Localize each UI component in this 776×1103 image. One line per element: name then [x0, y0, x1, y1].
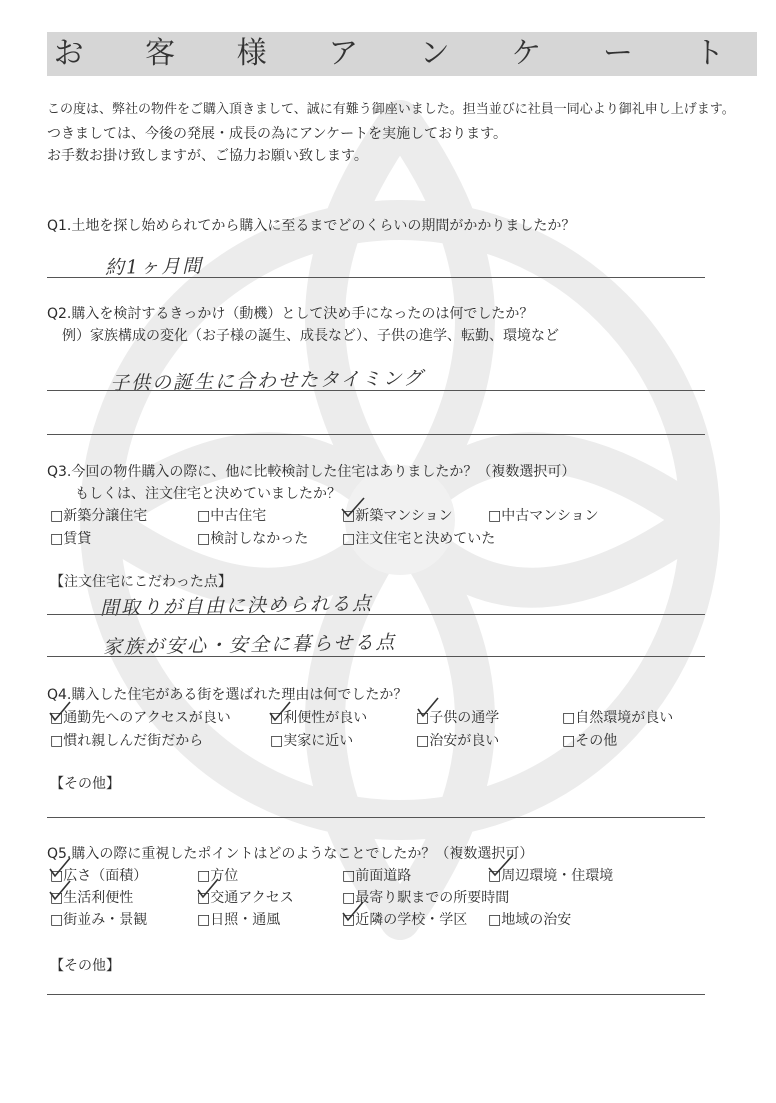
q5-option-sunlight[interactable]: □日照・通風 — [197, 912, 281, 928]
q3-option-new-condo[interactable]: □新築マンション — [342, 508, 453, 524]
q4-option-commute-access[interactable]: □通勤先へのアクセスが良い — [50, 710, 231, 726]
q4-other-line — [47, 817, 705, 818]
q5-option-area-safety[interactable]: □地域の治安 — [488, 912, 572, 928]
q5-question: Q5.購入の際に重視したポイントはどのようなことでしたか？（複数選択可） — [47, 846, 534, 862]
q3-answer-line-1 — [47, 614, 705, 615]
q4-option-nature[interactable]: □自然環境が良い — [562, 710, 674, 726]
intro-line-3: お手数お掛け致しますが、ご協力お願い致します。 — [47, 148, 368, 164]
q3-question-2: もしくは、注文住宅と決めていましたか？ — [75, 486, 341, 502]
q5-school-district-checkmark — [339, 899, 367, 925]
q4-commute-checkmark — [46, 699, 74, 725]
intro-line-1: この度は、弊社の物件をご購入頂きまして、誠に有難う御座いました。担当並びに社員一同心より御礼申し上げます。 — [47, 102, 735, 117]
q5-living-convenience-checkmark — [46, 878, 74, 904]
q4-other-label: 【その他】 — [50, 776, 120, 792]
q5-surroundings-checkmark — [485, 852, 517, 880]
q3-new-condo-checkmark — [338, 495, 368, 521]
q3-option-new-detached[interactable]: □新築分譲住宅 — [50, 508, 148, 524]
q2-question: Q2.購入を検討するきっかけ（動機）として決め手になったのは何でしたか？ — [47, 306, 534, 322]
q4-option-near-parents[interactable]: □実家に近い — [270, 733, 354, 749]
q1-answer-line — [47, 277, 705, 278]
q4-option-familiar-town[interactable]: □慣れ親しんだ街だから — [50, 733, 204, 749]
q4-option-other[interactable]: □その他 — [562, 733, 618, 749]
q2-answer: 子供の誕生に合わせたタイミング — [109, 367, 425, 395]
q3-option-rental[interactable]: □賃貸 — [50, 531, 92, 547]
q5-transport-checkmark — [194, 876, 222, 902]
q5-other-label: 【その他】 — [50, 958, 120, 974]
q3-answer-2: 家族が安心・安全に暮らせる点 — [102, 631, 397, 659]
q3-custom-home-label: 【注文住宅にこだわった点】 — [50, 574, 232, 590]
q3-option-no-consideration[interactable]: □検討しなかった — [197, 531, 309, 547]
q4-school-checkmark — [414, 695, 442, 721]
q5-option-transport-access[interactable]: □交通アクセス — [197, 890, 294, 906]
q5-option-front-road[interactable]: □前面道路 — [342, 868, 412, 884]
q5-option-townscape[interactable]: □街並み・景観 — [50, 912, 148, 928]
q3-option-used-condo[interactable]: □中古マンション — [488, 508, 599, 524]
q5-option-surroundings[interactable]: □周辺環境・住環境 — [488, 868, 614, 884]
q4-option-safety[interactable]: □治安が良い — [416, 733, 500, 749]
q4-convenience-checkmark — [266, 699, 294, 725]
q5-option-school-district[interactable]: □近隣の学校・学区 — [342, 912, 468, 928]
q5-other-line — [47, 994, 705, 995]
page-title: お 客 様 ア ン ケ ー ト — [47, 32, 757, 76]
q3-answer-1: 間取りが自由に決められる点 — [99, 592, 374, 620]
q2-answer-line-2 — [47, 434, 705, 435]
q1-question: Q1.土地を探し始められてから購入に至るまでどのくらいの期間がかかりましたか？ — [47, 218, 576, 234]
q3-answer-line-2 — [47, 656, 705, 657]
intro-line-2: つきましては、今後の発展・成長の為にアンケートを実施しております。 — [47, 126, 508, 142]
q5-option-station-time[interactable]: □最寄り駅までの所要時間 — [342, 890, 510, 906]
q3-question: Q3.今回の物件購入の際に、他に比較検討した住宅はありましたか？（複数選択可） — [47, 464, 576, 480]
q2-example: 例）家族構成の変化（お子様の誕生、成長など）、子供の進学、転勤、環境など — [62, 328, 559, 344]
q5-option-living-convenience[interactable]: □生活利便性 — [50, 890, 134, 906]
q2-answer-line-1 — [47, 390, 705, 391]
q5-option-direction[interactable]: □方位 — [197, 868, 239, 884]
q3-option-used-house[interactable]: □中古住宅 — [197, 508, 267, 524]
q3-option-custom-home[interactable]: □注文住宅と決めていた — [342, 531, 496, 547]
q5-option-area[interactable]: □広さ（面積） — [50, 868, 148, 884]
q4-option-convenience[interactable]: □利便性が良い — [270, 710, 368, 726]
q4-question: Q4.購入した住宅がある街を選ばれた理由は何でしたか？ — [47, 687, 408, 703]
q4-option-school-commute[interactable]: □子供の通学 — [416, 710, 500, 726]
q1-answer: 約1ヶ月間 — [104, 255, 204, 279]
